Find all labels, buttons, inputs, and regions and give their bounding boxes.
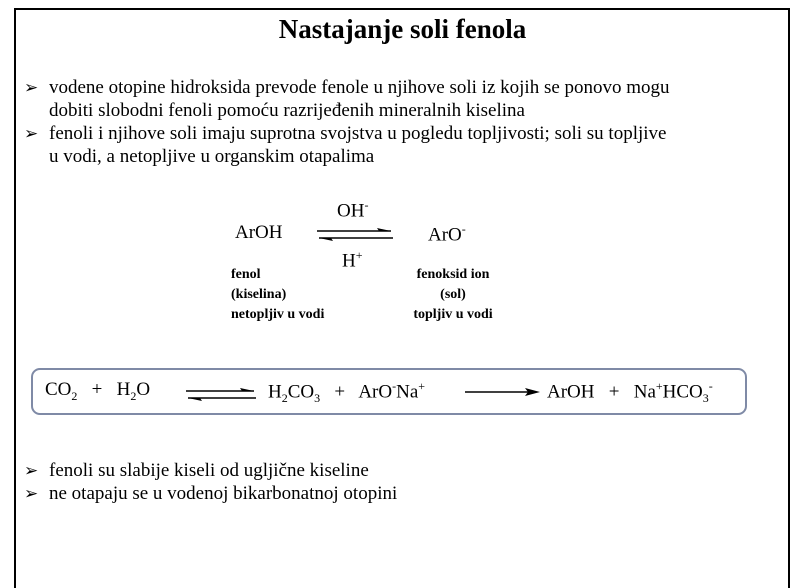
bottom-bullet-list	[24, 459, 774, 505]
bullet-text-line: fenoli i njihove soli imaju suprotna svojstva u pogledu topljivosti; soli su topljive	[49, 123, 667, 144]
reaction2-middle: $H_2CO_3$ + ArO-Na+	[268, 379, 426, 406]
bullet-item	[24, 76, 774, 122]
slide-title: Nastajanje soli fenola	[278, 14, 527, 44]
catalyst-below-arrow: H+	[342, 248, 363, 272]
equilibrium-arrow-icon	[317, 228, 393, 242]
bullet-text-line: dobiti slobodni fenoli pomoću razrijeđenih mineralnih kiselina	[49, 100, 525, 121]
bullet-arrow-icon: ➢	[24, 484, 39, 503]
bullet-arrow-icon: ➢	[24, 124, 39, 143]
bullet-text-line: u vodi, a netopljive u organskim otapalima	[49, 146, 375, 167]
bullet-text-line: ne otapaju se u vodenoj bikarbonatnoj otopini	[49, 483, 398, 504]
bullet-item	[24, 459, 774, 482]
bullet-text-line: fenoli su slabije kiseli od ugljične kiseline	[49, 460, 369, 481]
top-bullet-list	[24, 76, 774, 168]
reaction-arrow-icon	[465, 387, 540, 397]
reactant-aroh: ArOH	[235, 222, 283, 243]
reaction2-right: ArOH + $Na^+HCO_3^-$	[547, 379, 713, 406]
reaction2-left: $CO_2$ + $H_2O$	[45, 379, 151, 403]
bullet-arrow-icon: ➢	[24, 78, 39, 97]
bullet-text-line: vodene otopine hidroksida prevode fenole u njihove soli iz kojih se ponovo mogu	[49, 77, 670, 98]
reactant-labels: fenol (kiselina) netopljiv u vodi	[231, 267, 325, 322]
equilibrium-arrow-icon	[186, 388, 256, 402]
product-labels: fenoksid ion (sol) topljiv u vodi	[413, 267, 493, 322]
catalyst-above-arrow: OH-	[337, 198, 369, 222]
bullet-item	[24, 482, 774, 505]
bullet-arrow-icon: ➢	[24, 461, 39, 480]
bullet-item	[24, 122, 774, 168]
product-aro: ArO-	[428, 222, 466, 246]
